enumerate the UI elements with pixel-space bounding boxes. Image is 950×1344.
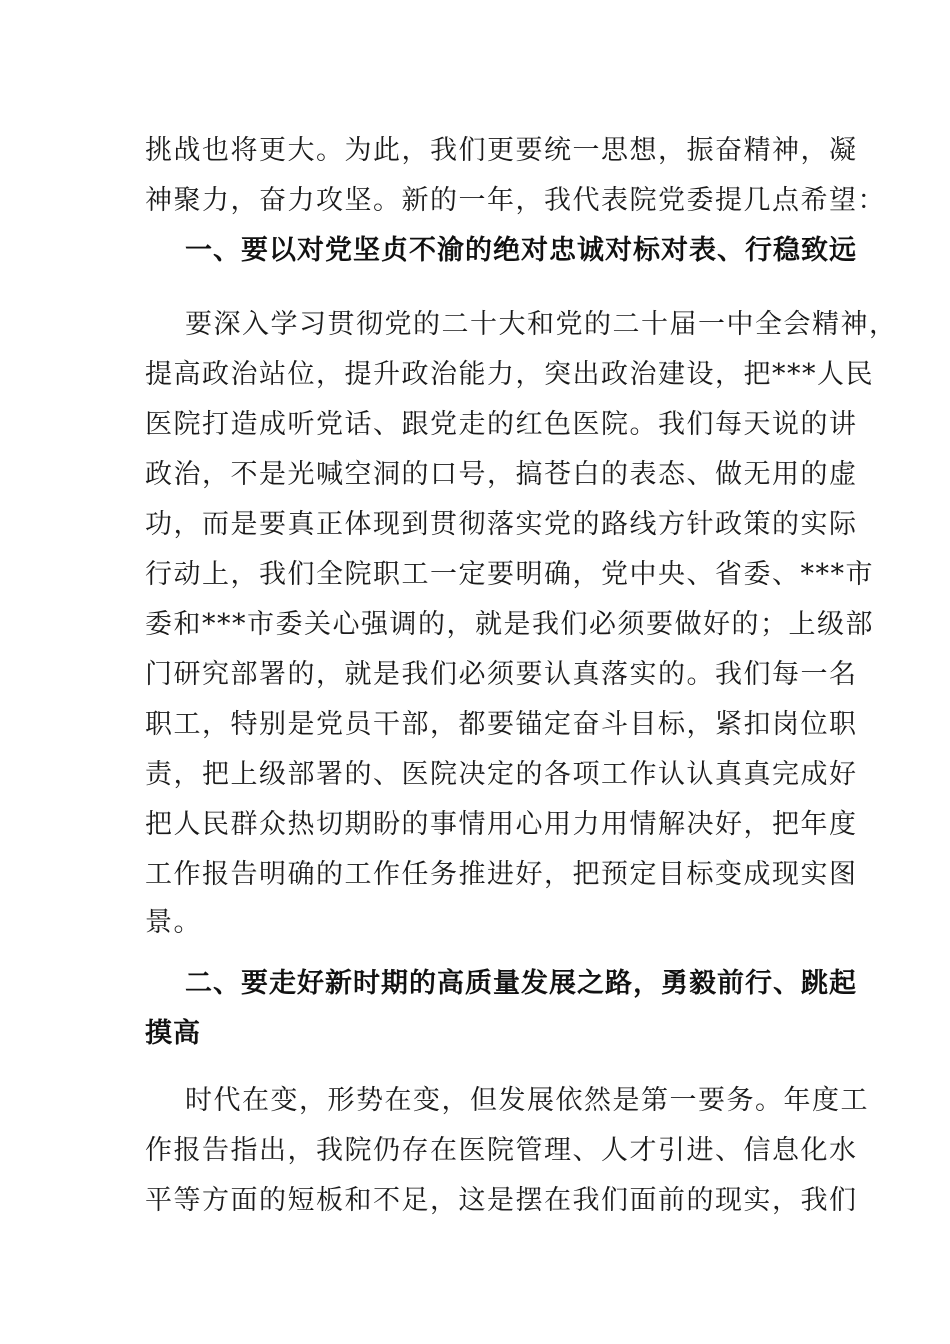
body-text-line: 医院打造成听党话、跟党走的红色医院。我们每天说的讲	[145, 409, 858, 440]
body-text-line: 责，把上级部署的、医院决定的各项工作认认真真完成好	[145, 759, 858, 790]
section-heading-1: 一、要以对党坚贞不渝的绝对忠诚对标对表、行稳致远	[185, 235, 857, 266]
body-text-line: 神聚力，奋力攻坚。新的一年，我代表院党委提几点希望：	[145, 185, 886, 216]
body-text-line: 门研究部署的，就是我们必须要认真落实的。我们每一名	[145, 659, 858, 690]
paragraph-first-line: 要深入学习贯彻党的二十大和党的二十届一中全会精神，	[185, 309, 898, 340]
body-text-line: 提高政治站位，提升政治能力，突出政治建设，把***人民	[145, 359, 874, 390]
body-text-line: 平等方面的短板和不足，这是摆在我们面前的现实，我们	[145, 1185, 858, 1216]
body-text-line: 作报告指出，我院仍存在医院管理、人才引进、信息化水	[145, 1135, 858, 1166]
body-text-line: 政治，不是光喊空洞的口号，搞苍白的表态、做无用的虚	[145, 459, 858, 490]
body-text-line: 工作报告明确的工作任务推进好，把预定目标变成现实图	[145, 859, 858, 890]
body-text-line: 挑战也将更大。为此，我们更要统一思想，振奋精神，凝	[145, 135, 858, 166]
paragraph-first-line: 时代在变，形势在变，但发展依然是第一要务。年度工	[185, 1085, 869, 1116]
body-text-line: 功，而是要真正体现到贯彻落实党的路线方针政策的实际	[145, 509, 858, 540]
body-text-line: 行动上，我们全院职工一定要明确，党中央、省委、***市	[145, 559, 874, 590]
body-text-line: 委和***市委关心强调的，就是我们必须要做好的；上级部	[145, 609, 874, 640]
section-heading-2-continued: 摸高	[145, 1018, 201, 1049]
body-text-line: 把人民群众热切期盼的事情用心用力用情解决好，把年度	[145, 809, 858, 840]
section-heading-2: 二、要走好新时期的高质量发展之路，勇毅前行、跳起	[185, 968, 857, 999]
body-text-line: 职工，特别是党员干部，都要锚定奋斗目标，紧扣岗位职	[145, 709, 858, 740]
body-text-line: 景。	[145, 907, 202, 938]
